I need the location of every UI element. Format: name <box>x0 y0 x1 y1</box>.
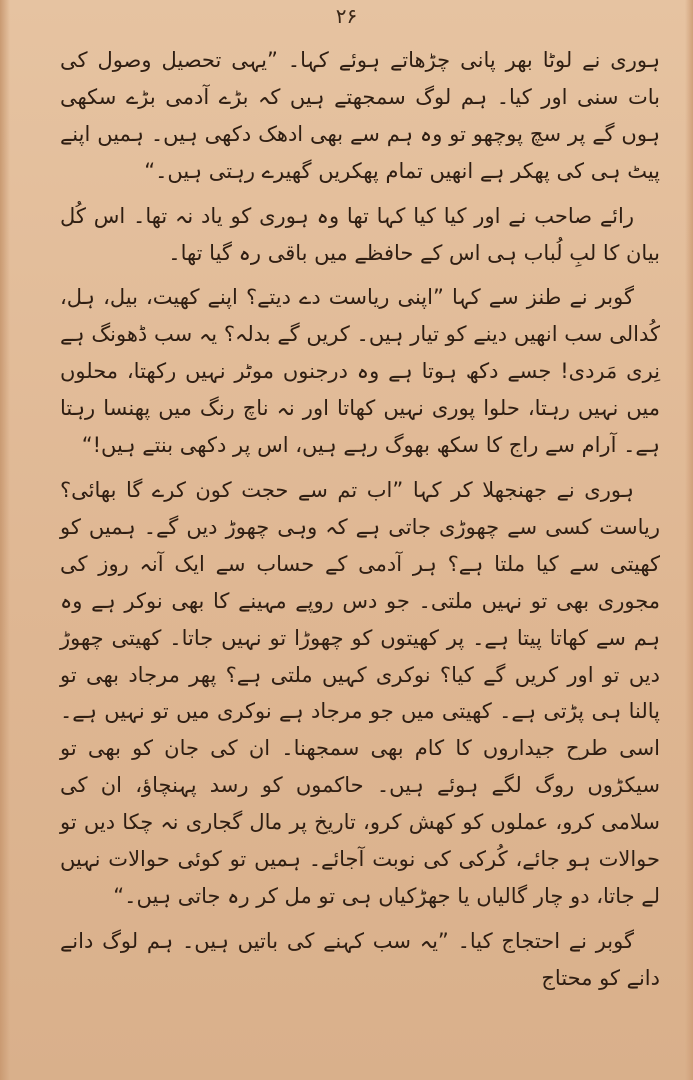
body-text <box>60 42 660 997</box>
paragraph: گوبر نے احتجاج کیا۔ ”یہ سب کہنے کی باتیں ہیں۔ ہم لوگ دانے دانے کو محتاج <box>60 928 660 990</box>
paragraph: رائے صاحب نے اور کیا کیا کہا تھا وہ ہوری کو یاد نہ تھا۔ اس کُل بیان کا لبِ لُباب ہی اس کے حافظے میں باقی رہ گیا تھا۔ <box>60 203 660 265</box>
page-number: ۲۶ <box>335 4 358 28</box>
paragraph: گوبر نے طنز سے کہا ”اپنی ریاست دے دیتے؟ اپنے کھیت، بیل، ہل، کُدالی سب انھیں دینے کو تیار ہیں۔ کریں گے بدلہ؟ یہ سب ڈھونگ ہے نِری مَردی! جسے دکھ ہوتا ہے وہ درجنوں موٹر نہیں رکھتا، محلوں میں نہیں رہتا، حلوا پوری نہیں کھاتا اور نہ ناچ رنگ میں پھنسا رہتا ہے۔ آرام سے راج کا سکھ بھوگ رہے ہیں، اس پر دکھی بنتے ہیں!“ <box>60 285 660 458</box>
page-edge-shadow-left <box>0 0 10 1080</box>
page-edge-shadow-right <box>685 0 693 1080</box>
paragraph: ہوری نے لوٹا بھر پانی چڑھاتے ہوئے کہا۔ ”یہی تحصیل وصول کی بات سنی اور کیا۔ ہم لوگ سمجھتے ہیں کہ بڑے آدمی بڑے سکھی ہوں گے پر سچ پوچھو تو وہ ہم سے بھی ادھک دکھی ہیں۔ ہمیں اپنے پیٹ ہی کی پھکر ہے انھیں تمام پھکریں گھیرے رہتی ہیں۔“ <box>60 48 660 183</box>
paragraph: ہوری نے جھنجھلا کر کہا ”اب تم سے حجت کون کرے گا بھائی؟ ریاست کسی سے چھوڑی جاتی ہے کہ وہی چھوڑ دیں گے۔ ہمیں کو کھیتی سے کیا ملتا ہے؟ ہر آدمی کے حساب سے ایک آنہ روز کی مجوری بھی تو نہیں ملتی۔ جو دس روپے مہینے کا بھی نوکر ہے وہ ہم سے کھاتا پیتا ہے۔ پر کھیتوں کو چھوڑا تو نہیں جاتا۔ کھیتی چھوڑ دیں تو اور کریں گے کیا؟ نوکری کہیں ملتی ہے؟ پھر مرجاد بھی تو پالنا ہی پڑتی ہے۔ کھیتی میں جو مرجاد ہے نوکری میں تو نہیں ہے۔ اسی طرح جیداروں کا کام بھی سمجھنا۔ ان کی جان کو بھی تو سیکڑوں روگ لگے ہوئے ہیں۔ حاکموں کو رسد پہنچاؤ، ان کی سلامی کرو، عملوں کو کھش کرو، تاریخ پر مال گجاری نہ چکا دیں تو حوالات ہو جائے، کُرکی کی نوبت آجائے۔ ہمیں تو کوئی حوالات نہیں لے جاتا، دو چار گالیاں یا جھڑکیاں ہی تو مل کر رہ جاتی ہیں۔“ <box>60 477 660 908</box>
